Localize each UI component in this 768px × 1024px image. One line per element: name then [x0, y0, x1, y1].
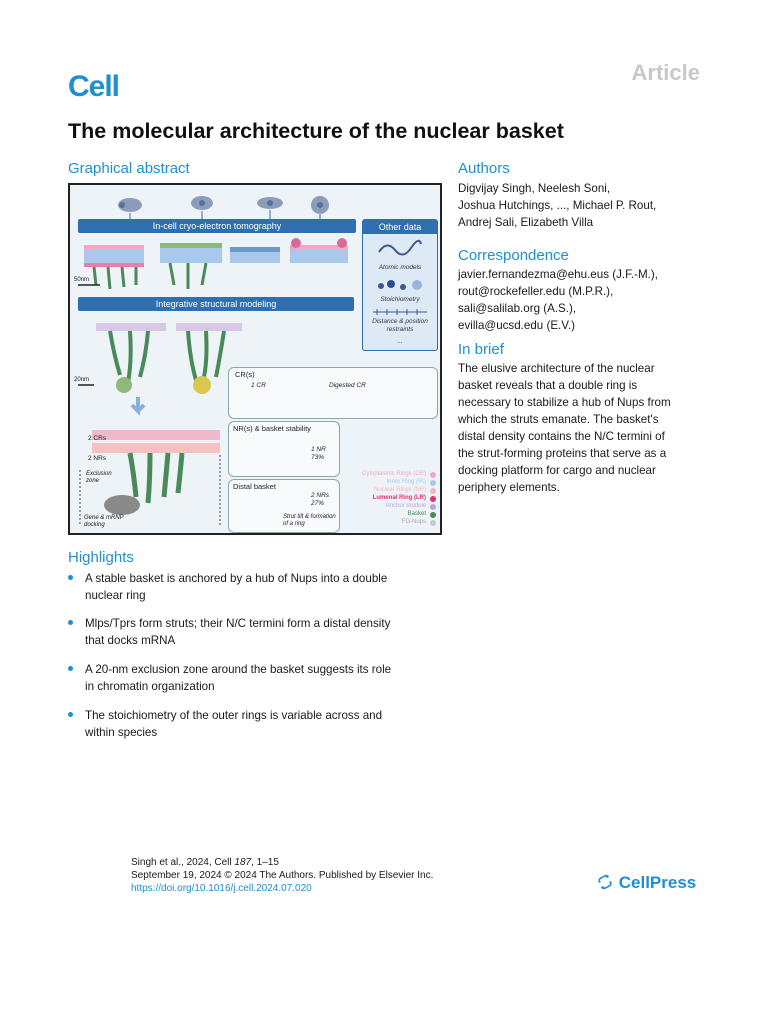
authors-line: Digvijay Singh, Neelesh Soni, [458, 182, 611, 195]
authors-line: Joshua Hutchings, ..., Michael P. Rout, [458, 199, 657, 212]
legend-dot [430, 504, 436, 510]
two-nrs-label: 2 NRs [311, 492, 330, 499]
journal-logo: Cell [68, 70, 120, 103]
paper-title: The molecular architecture of the nuclear basket [68, 119, 564, 143]
highlight-line: that docks mRNA [85, 634, 176, 647]
strut-tilt-label: Strut tilt & formation of a ring [283, 514, 336, 527]
legend-ir: Inner Ring (IR) [386, 479, 426, 485]
article-type-label: Article [631, 60, 700, 85]
atomic-models-label: Atomic models [378, 264, 422, 271]
email-link[interactable]: rout@rockefeller.edu (M.P.R.), [458, 285, 614, 298]
stoichiometry-glyph [373, 278, 429, 294]
publication-line: September 19, 2024 © 2024 The Authors. Published by Elsevier Inc. [131, 870, 434, 881]
legend-nr: Nuclear Rings (NR) [373, 487, 426, 493]
graphical-abstract-heading: Graphical abstract [68, 160, 190, 177]
in-brief-line: the strut-forming proteins that serve as a [458, 447, 667, 460]
exclusion-zone-label: Exclusion zone [86, 471, 112, 484]
highlight-line: within species [85, 726, 158, 739]
in-brief-line: which the struts emanate. The basket's [458, 413, 659, 426]
cr-panel [228, 367, 438, 419]
distal-panel [228, 479, 340, 533]
legend-dot [430, 496, 436, 502]
gene-docking-label: Gene & mRNP docking [84, 515, 124, 528]
two-crs-label: 2 CRs [88, 435, 107, 442]
stoichiometry-label: Stoichiometry [380, 296, 420, 303]
legend-fg-nups: FG-Nups [401, 519, 426, 525]
scale-20nm-label: 20nm [74, 377, 90, 383]
authors-heading: Authors [458, 160, 510, 177]
cellpress-logo [596, 873, 696, 893]
distal-panel-label: Distal basket [233, 482, 276, 491]
distance-restraints-label: Distance & position restraints [372, 318, 428, 333]
in-brief-line: The elusive architecture of the nuclear [458, 362, 655, 375]
highlight-line: in chromatin organization [85, 680, 215, 693]
one-nr-percent: 73% [311, 454, 325, 461]
legend-cr: Cytoplasmic Rings (CR) [361, 471, 426, 477]
bullet-icon [68, 575, 73, 580]
citation-footer [131, 856, 433, 895]
citation-prefix: Singh et al., 2024, Cell [131, 857, 235, 868]
legend-dot [430, 512, 436, 518]
distance-glyph [371, 308, 429, 316]
citation-pages: , 1–15 [251, 857, 279, 868]
in-brief-line: basket reveals that a double ring is [458, 379, 638, 392]
other-data-heading: Other data [363, 220, 437, 234]
citation-volume: 187 [234, 857, 252, 868]
two-nrs-left-label: 2 NRs [88, 455, 107, 462]
atomic-model-glyph [377, 238, 423, 260]
other-data-box [362, 219, 438, 351]
one-cr-label: 1 CR [251, 382, 266, 389]
cr-panel-label: CR(s) [235, 370, 255, 379]
legend-dot [430, 488, 436, 494]
legend-anchor: Anchor module [385, 503, 426, 509]
one-nr-label: 1 NR [311, 446, 326, 453]
legend-dot [430, 472, 436, 478]
other-data-ellipsis: ... [397, 338, 403, 345]
email-link[interactable]: evilla@ucsd.edu (E.V.) [458, 319, 576, 332]
highlights-heading: Highlights [68, 549, 134, 566]
legend-lr: Lumenal Ring (LR) [372, 495, 426, 501]
bullet-icon [68, 712, 73, 717]
in-brief-line: docking platform for cargo and nuclear [458, 464, 656, 477]
doi-link[interactable]: https://doi.org/10.1016/j.cell.2024.07.020 [131, 883, 312, 894]
in-brief-line: necessary to stabilize a hub of Nups from [458, 396, 671, 409]
in-brief-text [458, 360, 671, 496]
email-link[interactable]: javier.fernandezma@ehu.eus (J.F.-M.), [458, 268, 658, 281]
correspondence-heading: Correspondence [458, 247, 569, 264]
two-nrs-percent: 27% [311, 500, 325, 507]
bar-integrative-modeling: Integrative structural modeling [78, 297, 354, 311]
bar-tomography: In-cell cryo-electron tomography [78, 219, 356, 233]
highlight-line: Mlps/Tprs form struts; their N/C termini form a distal density [85, 617, 391, 630]
highlight-line: The stoichiometry of the outer rings is variable across and [85, 709, 383, 722]
bullet-icon [68, 666, 73, 671]
scale-50nm-label: 50nm [74, 277, 90, 283]
correspondence-list [458, 266, 658, 334]
in-brief-heading: In brief [458, 341, 504, 358]
ga-legend [342, 471, 436, 531]
digested-cr-label: Digested CR [329, 382, 366, 389]
legend-basket: Basket [407, 511, 426, 517]
nr-panel [228, 421, 340, 477]
highlight-line: nuclear ring [85, 589, 146, 602]
legend-dot [430, 520, 436, 526]
cellpress-icon [596, 874, 614, 890]
nr-panel-label: NR(s) & basket stability [233, 424, 311, 433]
in-brief-line: periphery elements. [458, 481, 560, 494]
email-link[interactable]: sali@salilab.org (A.S.), [458, 302, 577, 315]
bullet-icon [68, 620, 73, 625]
in-brief-line: distal density contains the N/C termini of [458, 430, 665, 443]
legend-dot [430, 480, 436, 486]
highlight-line: A 20-nm exclusion zone around the basket suggests its role [85, 663, 392, 676]
cellpress-wordmark: CellPress [618, 873, 697, 892]
authors-list [458, 180, 656, 231]
authors-line: Andrej Sali, Elizabeth Villa [458, 216, 594, 229]
highlight-line: A stable basket is anchored by a hub of Nups into a double [85, 572, 388, 585]
graphical-abstract-figure [68, 183, 442, 535]
